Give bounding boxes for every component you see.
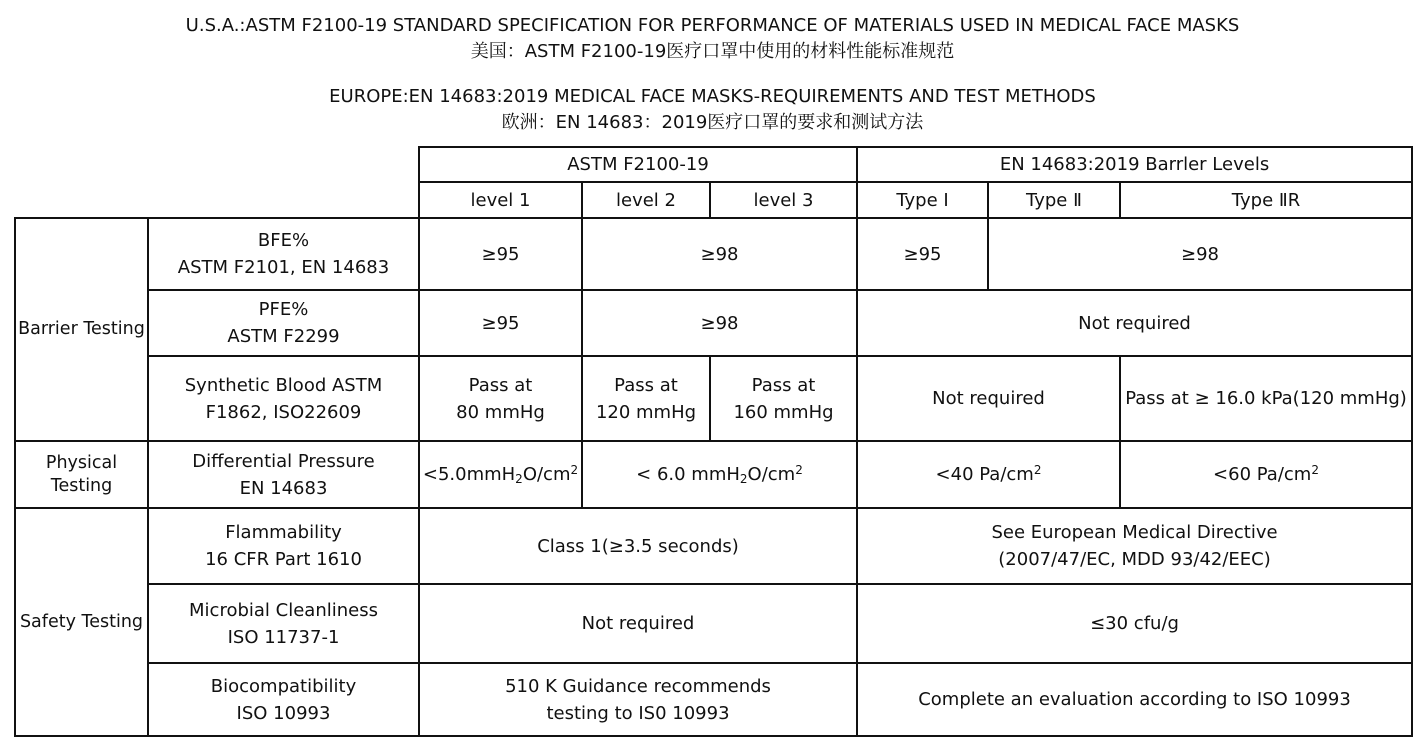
table-row-synthetic-blood [15, 356, 1412, 441]
value-text: <60 Pa/cm [1213, 464, 1312, 485]
value-text: < 6.0 mmH [636, 464, 740, 485]
test-label-line: ISO 10993 [236, 702, 331, 724]
flammability-astm-value: Class 1(≥3.5 seconds) [419, 508, 857, 584]
group-header-row [15, 147, 1412, 182]
category-physical-testing [15, 441, 148, 508]
test-label-line: 16 CFR Part 1610 [205, 549, 362, 570]
value-line: 510 K Guidance recommends [505, 675, 771, 697]
eu-standard-heading [0, 84, 1425, 136]
column-header-type-1: Type Ⅰ [857, 182, 988, 218]
dp-level-2-3-value [582, 441, 857, 508]
microbial-astm-value: Not required [419, 584, 857, 663]
test-label-line: Microbial Cleanliness [189, 599, 378, 621]
value-line: (2007/47/EC, MDD 93/42/EEC) [998, 549, 1271, 570]
test-label-line: Differential Pressure [192, 450, 375, 472]
us-heading-english: U.S.A.:ASTM F2100-19 STANDARD SPECIFICATION FOR PERFORMANCE OF MATERIALS USED IN MEDICAL FACE MASKS [185, 15, 1240, 36]
value-line: Pass at [468, 374, 533, 396]
test-label-line: EN 14683 [239, 477, 328, 499]
category-barrier-testing: Barrier Testing [15, 218, 148, 441]
test-label-synthetic-blood [148, 356, 419, 441]
test-label-flammability [148, 508, 419, 584]
biocompatibility-astm-value [419, 663, 857, 736]
test-label-biocompatibility [148, 663, 419, 736]
dp-level-1-value [419, 441, 582, 508]
dp-type-1-2-value [857, 441, 1120, 508]
column-header-type-2r: Type ⅡR [1120, 182, 1412, 218]
astm-group-header: ASTM F2100-19 [419, 147, 857, 182]
value-subscript: 2 [739, 472, 748, 486]
flammability-en-value [857, 508, 1412, 584]
test-label-line: F1862, ISO22609 [205, 401, 362, 423]
test-label-line: PFE% [258, 299, 309, 320]
eu-heading-chinese: 欧洲：EN 14683：2019医疗口罩的要求和测试方法 [501, 112, 924, 133]
pfe-level-2-3-value: ≥98 [582, 290, 857, 356]
table-row-differential-pressure [15, 441, 1412, 508]
en-group-header: EN 14683:2019 Barrler Levels [857, 147, 1412, 182]
test-label-line: BFE% [257, 230, 310, 251]
category-line: Testing [50, 475, 113, 496]
value-line: See European Medical Directive [991, 522, 1278, 543]
value-line: 120 mmHg [595, 401, 697, 423]
test-label-microbial-cleanliness [148, 584, 419, 663]
empty-corner-cell [15, 182, 419, 218]
value-line: 80 mmHg [456, 401, 545, 423]
microbial-en-value: ≤30 cfu/g [857, 584, 1412, 663]
value-superscript: 2 [570, 463, 579, 477]
bfe-level-1-value: ≥95 [419, 218, 582, 290]
value-subscript: 2 [515, 472, 523, 486]
column-header-type-2: Type Ⅱ [988, 182, 1120, 218]
value-line: Pass at [614, 374, 678, 396]
value-superscript: 2 [795, 463, 803, 477]
value-superscript: 2 [1311, 463, 1319, 477]
empty-corner-cell [15, 147, 419, 182]
table-row-flammability [15, 508, 1412, 584]
blood-level-1-value [419, 356, 582, 441]
value-line: Pass at [751, 374, 816, 396]
value-text: O/cm [522, 464, 571, 485]
eu-heading-english: EUROPE:EN 14683:2019 MEDICAL FACE MASKS-REQUIREMENTS AND TEST METHODS [329, 86, 1096, 107]
test-label-bfe [148, 218, 419, 290]
column-header-level-2: level 2 [582, 182, 710, 218]
test-label-line: ASTM F2101, EN 14683 [177, 257, 390, 278]
test-label-differential-pressure [148, 441, 419, 508]
column-header-row [15, 182, 1412, 218]
blood-type-2r-value: Pass at ≥ 16.0 kPa(120 mmHg) [1120, 356, 1412, 441]
blood-level-2-value [582, 356, 710, 441]
value-superscript: 2 [1033, 463, 1042, 477]
us-standard-heading [0, 13, 1425, 65]
column-header-level-3: level 3 [710, 182, 857, 218]
table-row-pfe [15, 290, 1412, 356]
bfe-type-2-2r-value: ≥98 [988, 218, 1412, 290]
bfe-level-2-3-value: ≥98 [582, 218, 857, 290]
value-text: <40 Pa/cm [935, 464, 1034, 485]
bfe-type-1-value: ≥95 [857, 218, 988, 290]
table-row-microbial-cleanliness [15, 584, 1412, 663]
test-label-line: Flammability [225, 522, 342, 543]
pfe-en-value: Not required [857, 290, 1412, 356]
value-text: O/cm [747, 464, 796, 485]
test-label-line: Synthetic Blood ASTM [184, 374, 383, 396]
column-header-level-1: level 1 [419, 182, 582, 218]
value-text: <5.0mmH [422, 464, 516, 485]
category-line: Physical [45, 452, 118, 473]
blood-level-3-value [710, 356, 857, 441]
biocompatibility-en-value: Complete an evaluation according to ISO 10993 [857, 663, 1412, 736]
us-heading-chinese: 美国：ASTM F2100-19医疗口罩中使用的材料性能标准规范 [470, 41, 955, 62]
mask-standards-table [14, 146, 1413, 737]
value-line: testing to IS0 10993 [546, 702, 730, 724]
table-row-biocompatibility [15, 663, 1412, 736]
category-safety-testing: Safety Testing [15, 508, 148, 736]
dp-type-2r-value [1120, 441, 1412, 508]
test-label-line: ASTM F2299 [227, 326, 340, 347]
test-label-line: ISO 11737-1 [227, 626, 340, 648]
test-label-pfe [148, 290, 419, 356]
value-line: 160 mmHg [733, 401, 834, 423]
blood-type-1-2-value: Not required [857, 356, 1120, 441]
pfe-level-1-value: ≥95 [419, 290, 582, 356]
test-label-line: Biocompatibility [210, 675, 357, 697]
table-row-bfe [15, 218, 1412, 290]
